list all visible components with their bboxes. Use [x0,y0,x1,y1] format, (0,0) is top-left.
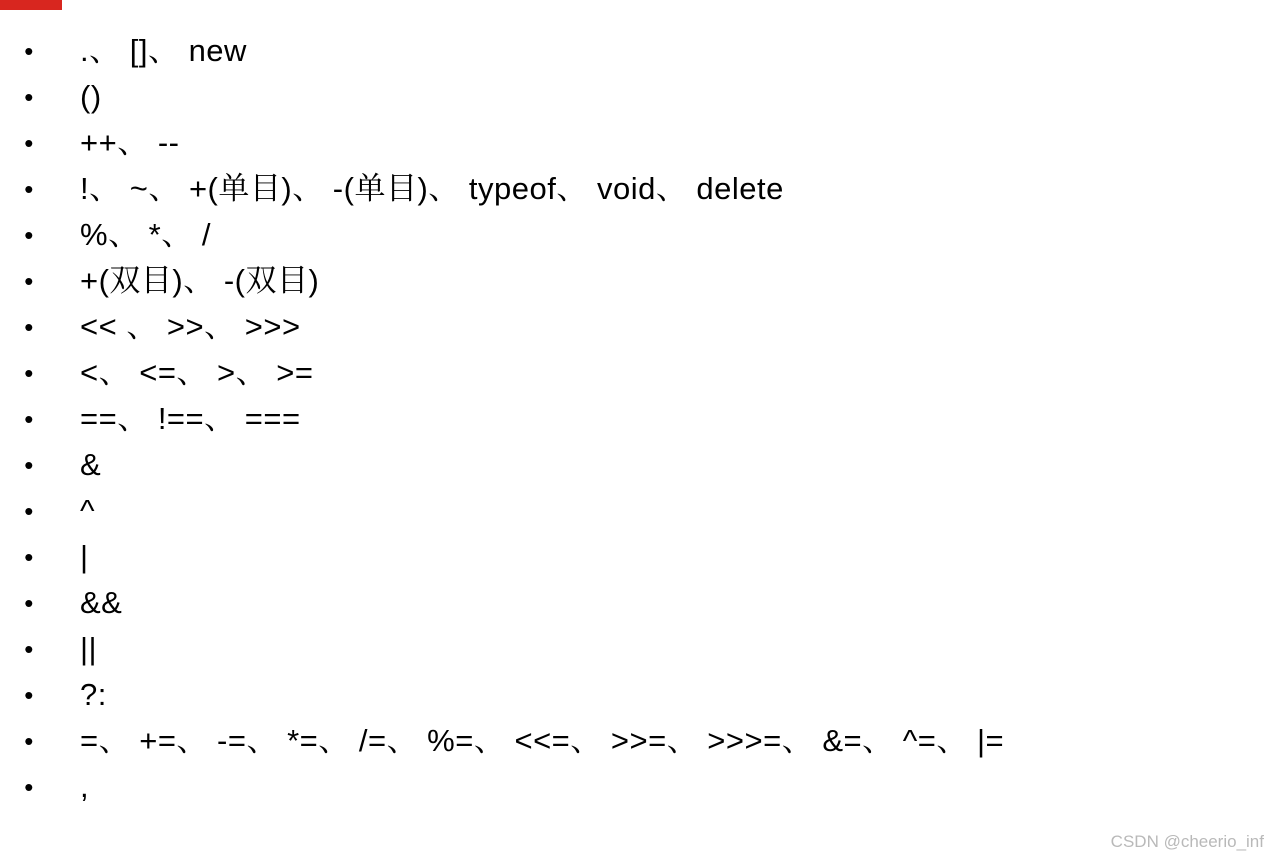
list-item [0,672,1278,718]
bullet-icon: • [24,542,34,572]
bullet-icon: • [24,220,34,250]
list-item [0,764,1278,810]
bullet-icon: • [24,588,34,618]
bullet-icon: • [24,404,34,434]
list-item-text: && [80,585,123,620]
bullet-icon: • [24,312,34,342]
watermark: CSDN @cheerio_inf [1110,832,1264,851]
list-item [0,442,1278,488]
bullet-icon: • [24,450,34,480]
bullet-icon: • [24,726,34,756]
list-item [0,74,1278,120]
bullet-icon: • [24,680,34,710]
list-item [0,258,1278,304]
bullet-icon: • [24,174,34,204]
list-item-text: ++、 -- [80,125,180,160]
list-item-text: , [80,769,90,804]
list-item-text: () [80,79,102,114]
list-item [0,120,1278,166]
list-item-text: !、 ~、 +(单目)、 -(单目)、 typeof、 void、 delete [80,171,784,206]
slide-content [0,28,1278,810]
bullet-icon: • [24,266,34,296]
list-item-text: | [80,539,89,574]
list-item-text: ==、 !==、 === [80,401,301,436]
list-item-text: %、 *、 / [80,217,211,252]
list-item-text: ?: [80,677,107,712]
list-item [0,488,1278,534]
list-item-text: & [80,447,102,482]
list-item-text: ^ [80,493,96,528]
list-item [0,718,1278,764]
list-item [0,534,1278,580]
list-item [0,350,1278,396]
list-item-text: << 、 >>、 >>> [80,309,301,344]
bullet-icon: • [24,82,34,112]
bullet-icon: • [24,634,34,664]
list-item [0,396,1278,442]
list-item-text: || [80,631,98,666]
operator-precedence-list [0,28,1278,810]
list-item [0,212,1278,258]
accent-bar [0,0,62,10]
list-item-text: .、 []、 new [80,33,247,68]
bullet-icon: • [24,772,34,802]
list-item [0,166,1278,212]
list-item [0,580,1278,626]
bullet-icon: • [24,128,34,158]
list-item [0,626,1278,672]
list-item-text: +(双目)、 -(双目) [80,263,320,298]
list-item-text: <、 <=、 >、 >= [80,355,314,390]
bullet-icon: • [24,496,34,526]
bullet-icon: • [24,36,34,66]
list-item [0,304,1278,350]
bullet-icon: • [24,358,34,388]
list-item-text: =、 +=、 -=、 *=、 /=、 %=、 <<=、 >>=、 >>>=、 &=、 ^=、 |= [80,723,1005,758]
list-item [0,28,1278,74]
